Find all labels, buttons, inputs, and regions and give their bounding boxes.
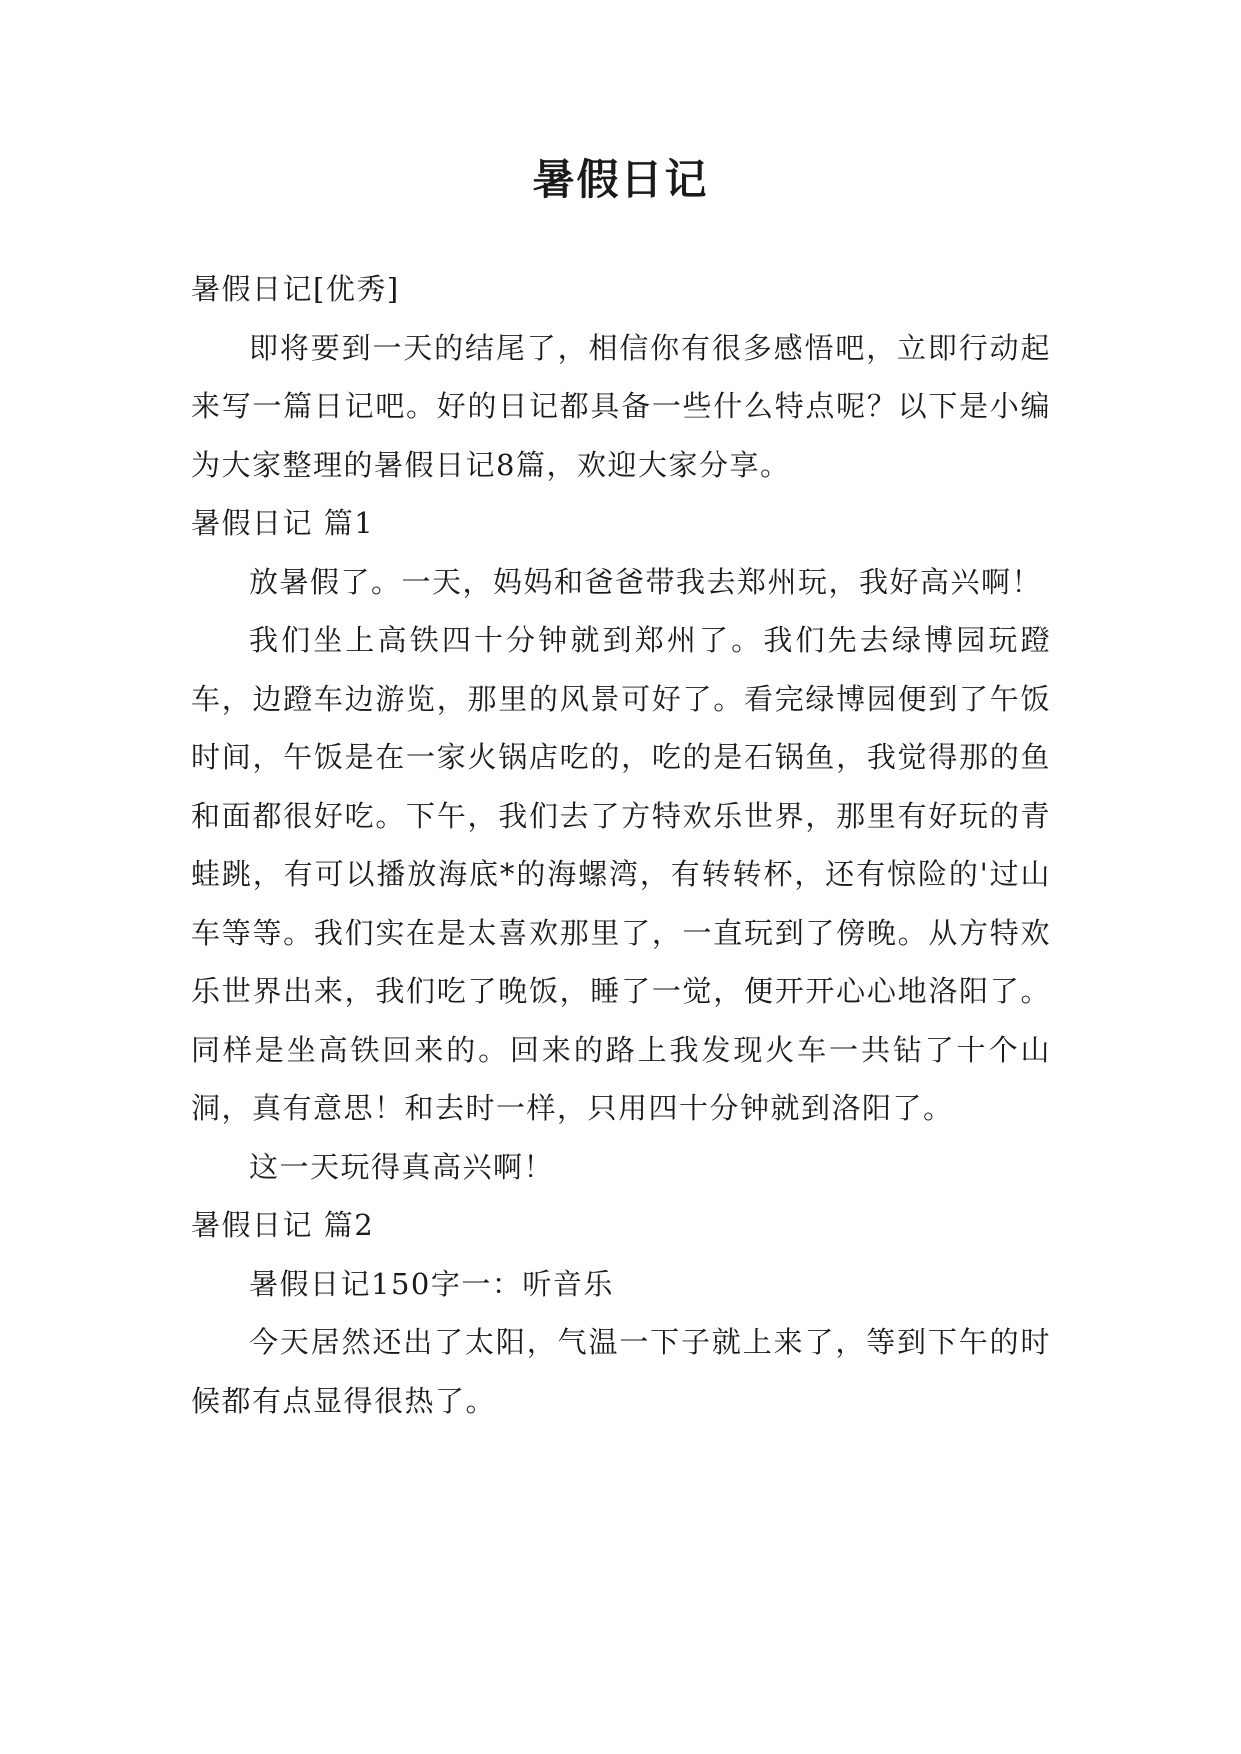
paragraph: 这一天玩得真高兴啊！ (249, 1149, 555, 1184)
paragraph: 即将要到一天的结尾了，相信你有很多感悟吧，立即行动起来写一篇日记吧。好的日记都具备一些什么特点呢？以下是小编为大家整理的暑假日记8篇，欢迎大家分享。 (191, 330, 1051, 482)
paragraph: 我们坐上高铁四十分钟就到郑州了。我们先去绿博园玩蹬车，边蹬车边游览，那里的风景可好了。看完绿博园便到了午饭时间，午饭是在一家火锅店吃的，吃的是石锅鱼，我觉得那的鱼和面都很好吃。下午，我们去了方特欢乐世界，那里有好玩的青蛙跳，有可以播放海底*的海螺湾，有转转杯，还有惊险的'过山车等等。我们实在是太喜欢那里了，一直玩到了傍晚。从方特欢乐世界出来，我们吃了晚饭，睡了一觉，便开开心心地洛阳了。同样是坐高铁回来的。回来的路上我发现火车一共钻了十个山洞，真有意思！和去时一样，只用四十分钟就到洛阳了。 (191, 623, 1051, 1125)
section-heading: 暑假日记 篇2 (191, 1208, 375, 1242)
document-body (191, 260, 1051, 1430)
paragraph: 放暑假了。一天，妈妈和爸爸带我去郑州玩，我好高兴啊！ (249, 564, 1043, 599)
section-heading: 暑假日记[优秀] (191, 272, 400, 306)
document-title: 暑假日记 (532, 155, 709, 204)
paragraph: 暑假日记150字一：听音乐 (249, 1266, 614, 1301)
paragraph: 今天居然还出了太阳，气温一下子就上来了，等到下午的时候都有点显得很热了。 (191, 1325, 1051, 1418)
section-heading: 暑假日记 篇1 (191, 506, 375, 540)
